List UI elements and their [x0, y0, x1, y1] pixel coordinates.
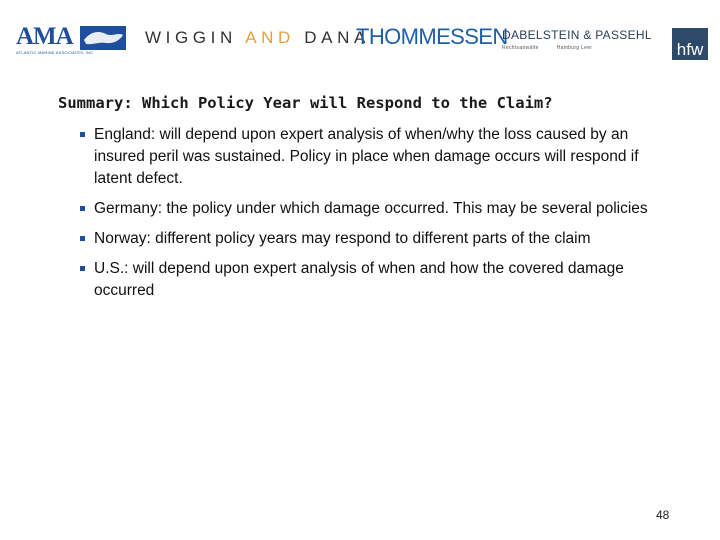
- bullet-text: England: will depend upon expert analysis of when/why the loss caused by an insured peril was sustained. Policy in place when damage occurs will respond if latent defect.: [94, 126, 639, 187]
- thommessen-logo: THOMMESSEN: [356, 24, 508, 49]
- dana-logo-word: DANA: [304, 28, 370, 47]
- bullet-square-icon: [80, 266, 85, 271]
- wiggin-and-dana-logo: [145, 28, 370, 48]
- dabelstein-logo-tagline: [502, 45, 652, 51]
- dabelstein-logo-name: DABELSTEIN & PASSEHL: [502, 28, 652, 42]
- dabelstein-logo-tag-1: Rechtsanwälte: [502, 45, 539, 51]
- ama-logo-letters: AMA: [16, 23, 73, 50]
- bullet-item-norway: [80, 228, 680, 250]
- ama-logo: [14, 24, 126, 56]
- bullet-text: Germany: the policy under which damage occurred. This may be several policies: [94, 200, 648, 217]
- bullet-item-us: [80, 258, 680, 302]
- bullet-square-icon: [80, 206, 85, 211]
- bullet-item-england: [80, 124, 680, 190]
- logo-bar: [0, 0, 720, 70]
- wiggin-logo-and: AND: [245, 28, 295, 47]
- bullet-square-icon: [80, 236, 85, 241]
- wiggin-logo-word: WIGGIN: [145, 28, 237, 47]
- bullet-text: U.S.: will depend upon expert analysis of when and how the covered damage occurred: [94, 260, 624, 299]
- bullet-list: [80, 124, 680, 310]
- bullet-item-germany: [80, 198, 680, 220]
- slide-title: Summary: Which Policy Year will Respond to the Claim?: [58, 94, 553, 112]
- page-number: 48: [656, 508, 670, 522]
- hfw-logo: hfw: [672, 28, 708, 60]
- bullet-square-icon: [80, 132, 85, 137]
- dabelstein-passehl-logo: [502, 28, 652, 51]
- dabelstein-logo-tag-2: Hamburg Leer: [556, 45, 593, 51]
- ama-logo-map-icon: [80, 26, 126, 50]
- ama-logo-subtitle: ATLANTIC MARINE ASSOCIATES, INC.: [16, 50, 95, 55]
- bullet-text: Norway: different policy years may respond to different parts of the claim: [94, 230, 591, 247]
